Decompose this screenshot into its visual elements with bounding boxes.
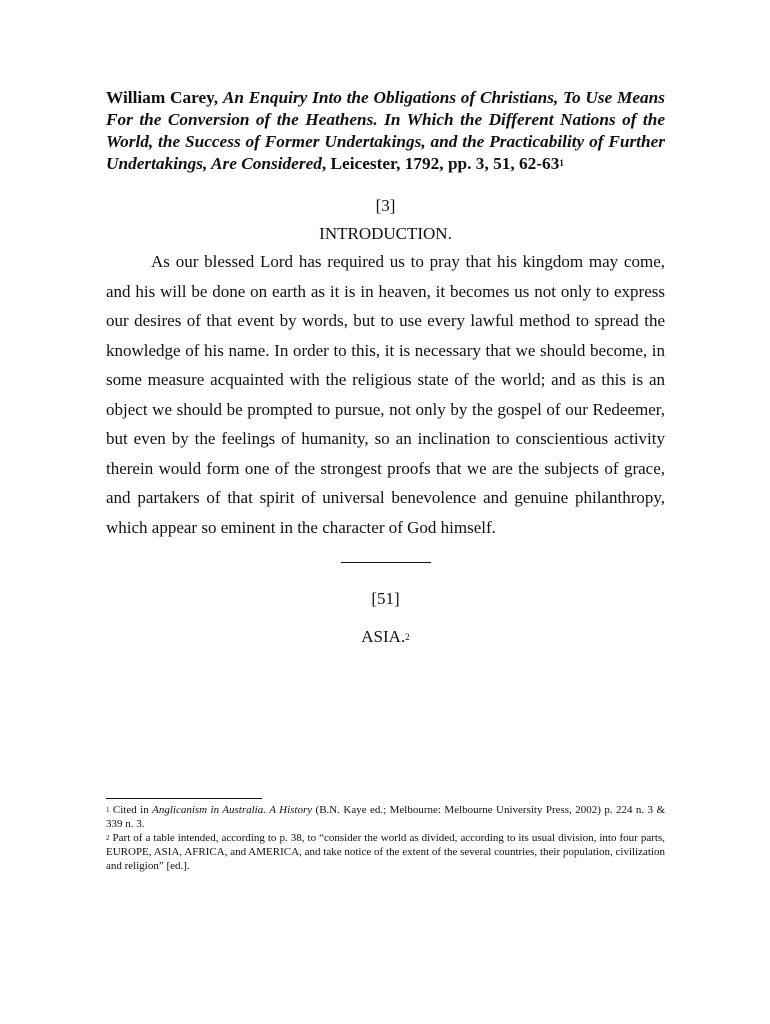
document-heading (106, 87, 665, 175)
footnote-1-book-title: Anglicanism in Australia. A History (152, 804, 313, 816)
asia-title-text: ASIA. (361, 627, 406, 646)
section-divider (341, 562, 431, 563)
footnote-1-number: 1 (106, 806, 110, 814)
section-title-asia (106, 626, 665, 648)
footnote-2 (106, 831, 665, 873)
footnote-1 (106, 803, 665, 831)
asia-footnote-ref: 2 (405, 632, 410, 642)
document-page (106, 87, 665, 648)
footnote-2-number: 2 (106, 834, 110, 842)
footnote-1-text-after: (B.N. Kaye ed.; Melbourne: Melbourne University Press, 2002) p. 224 n. 3 & 339 n. 3. (106, 804, 666, 830)
section-title-introduction: INTRODUCTION. (319, 224, 452, 243)
heading-publication: , Leicester, 1792, pp. 3, 51, 62-63 (321, 154, 560, 173)
introduction-paragraph: As our blessed Lord has required us to pray that his kingdom may come, and his will be done on earth as it is in heaven, it becomes us not only to express our desires of that event by words, but to use every lawful method to spread the knowledge of his name. In order to this, it is necessary that we should become, in some measure acquainted with the religious state of the world; and as this is an object we should be prompted to pursue, not only by the gospel of our Redeemer, but even by the feelings of humanity, so an inclination to conscientious activity therein would form one of the strongest proofs that we are the subjects of grace, and partakers of that spirit of universal benevolence and genuine philanthropy, which appear so eminent in the character of God himself. (106, 252, 665, 537)
footnotes (106, 803, 665, 873)
page-marker-3: [3] (375, 196, 396, 215)
heading-footnote-ref: 1 (559, 158, 564, 168)
heading-title: An Enquiry Into the Obligations of Christians, To Use Means For the Conversion of the Heathens. In Which the Different Nations of the World, the Success of Former Undertakings, and the Practicability of Further Undertakings, Are Considered (106, 88, 665, 173)
heading-author: William Carey, (106, 88, 223, 107)
page-marker-51: [51] (371, 589, 400, 608)
footnote-divider (106, 798, 262, 799)
footnote-1-text-before: Cited in (109, 804, 153, 816)
footnote-2-text: Part of a table intended, according to p. 38, to “consider the world as divided, according to its usual division, into four parts, EUROPE, ASIA, AFRICA, and AMERICA, and take notice of the extent of the several countries, their population, civilization and religion” [ed.]. (106, 832, 665, 872)
